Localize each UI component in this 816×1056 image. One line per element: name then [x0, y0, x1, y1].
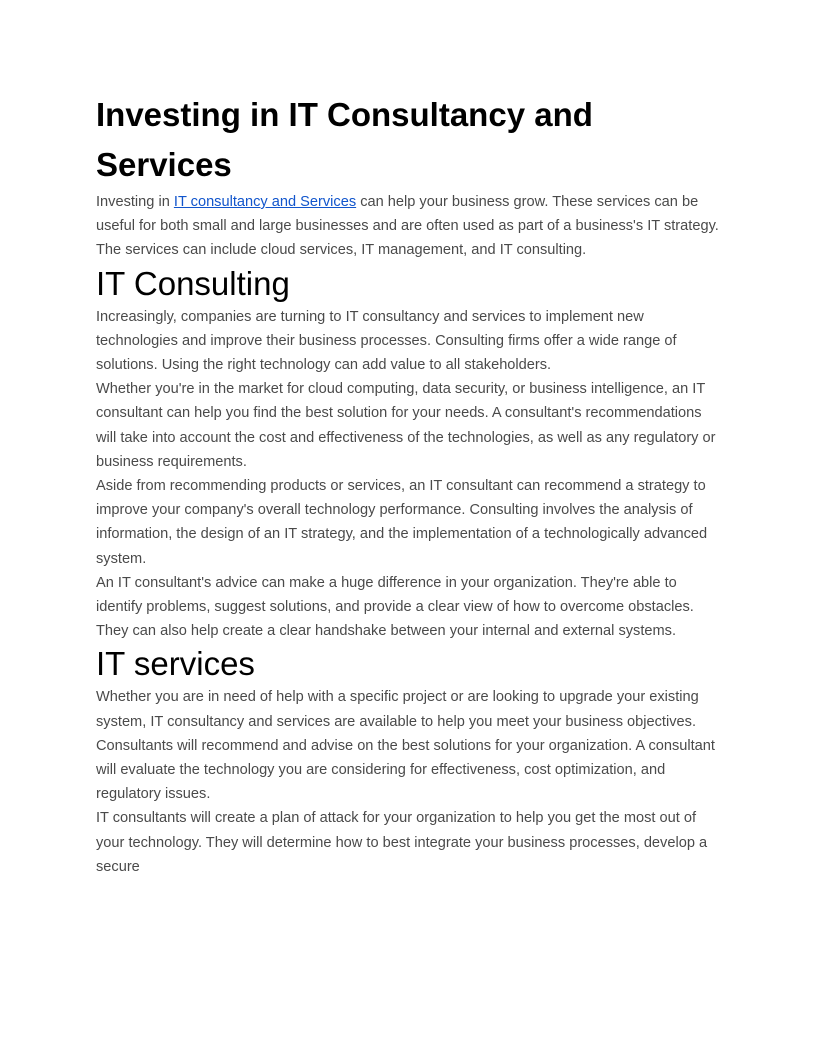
page-title: Investing in IT Consultancy and Services: [96, 96, 593, 183]
section-heading-it-services: IT services: [96, 645, 255, 683]
document-page: [96, 90, 720, 879]
paragraph: Increasingly, companies are turning to IT consultancy and services to implement new technologies and improve their business processes. Consulting firms offer a wide range of solutions. Using the right technology can add value to all stakeholders.: [96, 308, 677, 374]
section-heading-it-consulting: IT Consulting: [96, 264, 290, 302]
paragraph: Whether you are in need of help with a specific project or are looking to upgrade your existing system, IT consultancy and services are available to help you meet your business objectives. Consultants will recommend and advise on the best solutions for your organization. A consultant will evaluate the technology you are considering for effectiveness, cost optimization, and regulatory issues.: [96, 689, 715, 803]
intro-suffix: can help your business grow. These services can be useful for both small and large businesses and are often used as part of a business's IT strategy. The services can include cloud services, IT management, and IT consulting.: [96, 194, 719, 259]
paragraph: IT consultants will create a plan of attack for your organization to help you get the most out of your technology. They will determine how to best integrate your business processes, develop a secure: [96, 810, 708, 875]
paragraph: Aside from recommending products or services, an IT consultant can recommend a strategy to improve your company's overall technology performance. Consulting involves the analysis of information, the design of an IT strategy, and the implementation of a technologically advanced system.: [96, 478, 708, 567]
it-consultancy-link[interactable]: IT consultancy and Services: [173, 194, 357, 210]
paragraph: Whether you're in the market for cloud computing, data security, or business intelligence, an IT consultant can help you find the best solution for your needs. A consultant's recommendations will take into account the cost and effectiveness of the technologies, as well as any regulatory or business requirements.: [96, 381, 716, 470]
intro-prefix: Investing in: [96, 194, 174, 210]
paragraph: An IT consultant's advice can make a huge difference in your organization. They're able to identify problems, suggest solutions, and provide a clear view of how to overcome obstacles. They can also help create a clear handshake between your internal and external systems.: [96, 574, 694, 640]
intro-paragraph: [96, 190, 720, 263]
